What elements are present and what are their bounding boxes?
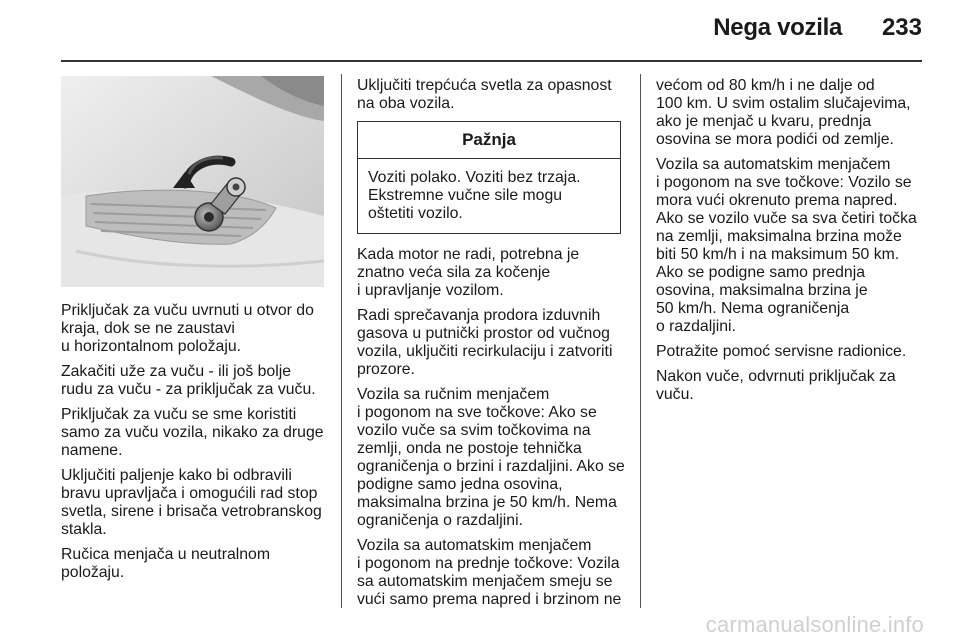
paragraph: Vozila sa automatskim menjačem i pogonom na prednje točkove: Vozila sa automatskim menjačem smeju se vući samo prema napred i brzinom ne (357, 537, 622, 608)
paragraph: Uključiti paljenje kako bi odbravili bravu upravljača i omogućili rad stop svetla, sirene i brisača vetrobranskog stakla. (61, 467, 322, 538)
column-3 (656, 77, 926, 411)
header-divider (61, 60, 922, 62)
paragraph: Radi sprečavanja prodora izduvnih gasova u putnički prostor od vučnog vozila, uključiti recirkulaciju i zatvoriti prozore. (357, 307, 613, 378)
warning-notice (357, 121, 621, 234)
paragraph: Potražite pomoć servisne radionice. (656, 343, 907, 360)
paragraph: Kada motor ne radi, potrebna je znatno veća sila za kočenje i upravljanje vozilom. (357, 246, 580, 299)
page-number: 233 (881, 14, 922, 41)
watermark: carmanualsonline.info (705, 612, 924, 637)
paragraph: Vozila sa automatskim menjačem i pogonom na sve točkove: Vozilo se mora vući okrenuto prema napred. Ako se vozilo vuče sa sva četiri točka na zemlji, maksimalna brzina može biti 50 km/h i na maksimum 50 km. Ako se podigne samo prednja osovina, maksimalna brzina je 50 km/h. Nema ograničenja o razdaljini. (656, 156, 917, 335)
column-divider-2 (640, 74, 641, 608)
column-2 (357, 77, 627, 616)
tow-hook-illustration (61, 76, 324, 287)
column-1 (61, 302, 326, 589)
notice-title: Pažnja (358, 122, 620, 159)
paragraph: Vozila sa ručnim menjačem i pogonom na sve točkove: Ako se vozilo vuče sa svim točkovima na zemlji, onda ne postoje tehnička ograničenja o brzini i razdaljini. Ako se podigne samo jedna osovina, maksimalna brzina je 50 km/h. Nema ograničenja o razdaljini. (357, 386, 625, 529)
notice-body: Voziti polako. Voziti bez trzaja. Ekstremne vučne sile mogu oštetiti vozilo. (368, 169, 581, 222)
section-title: Nega vozila (713, 14, 842, 41)
paragraph: Uključiti trepćuća svetla za opasnost na oba vozila. (357, 77, 612, 112)
paragraph: Priključak za vuču se sme koristiti samo za vuču vozila, nikako za druge namene. (61, 406, 324, 459)
column-divider-1 (341, 74, 342, 608)
paragraph: većom od 80 km/h i ne dalje od 100 km. U svim ostalim slučajevima, ako je menjač u kvaru, prednja osovina se mora podići od zemlje. (656, 77, 911, 148)
paragraph: Zakačiti uže za vuču - ili još bolje rudu za vuču - za priključak za vuču. (61, 363, 316, 398)
paragraph: Priključak za vuču uvrnuti u otvor do kraja, dok se ne zaustavi u horizontalnom položaju. (61, 302, 314, 355)
paragraph: Nakon vuče, odvrnuti priključak za vuču. (656, 368, 896, 403)
paragraph: Ručica menjača u neutralnom položaju. (61, 546, 270, 581)
